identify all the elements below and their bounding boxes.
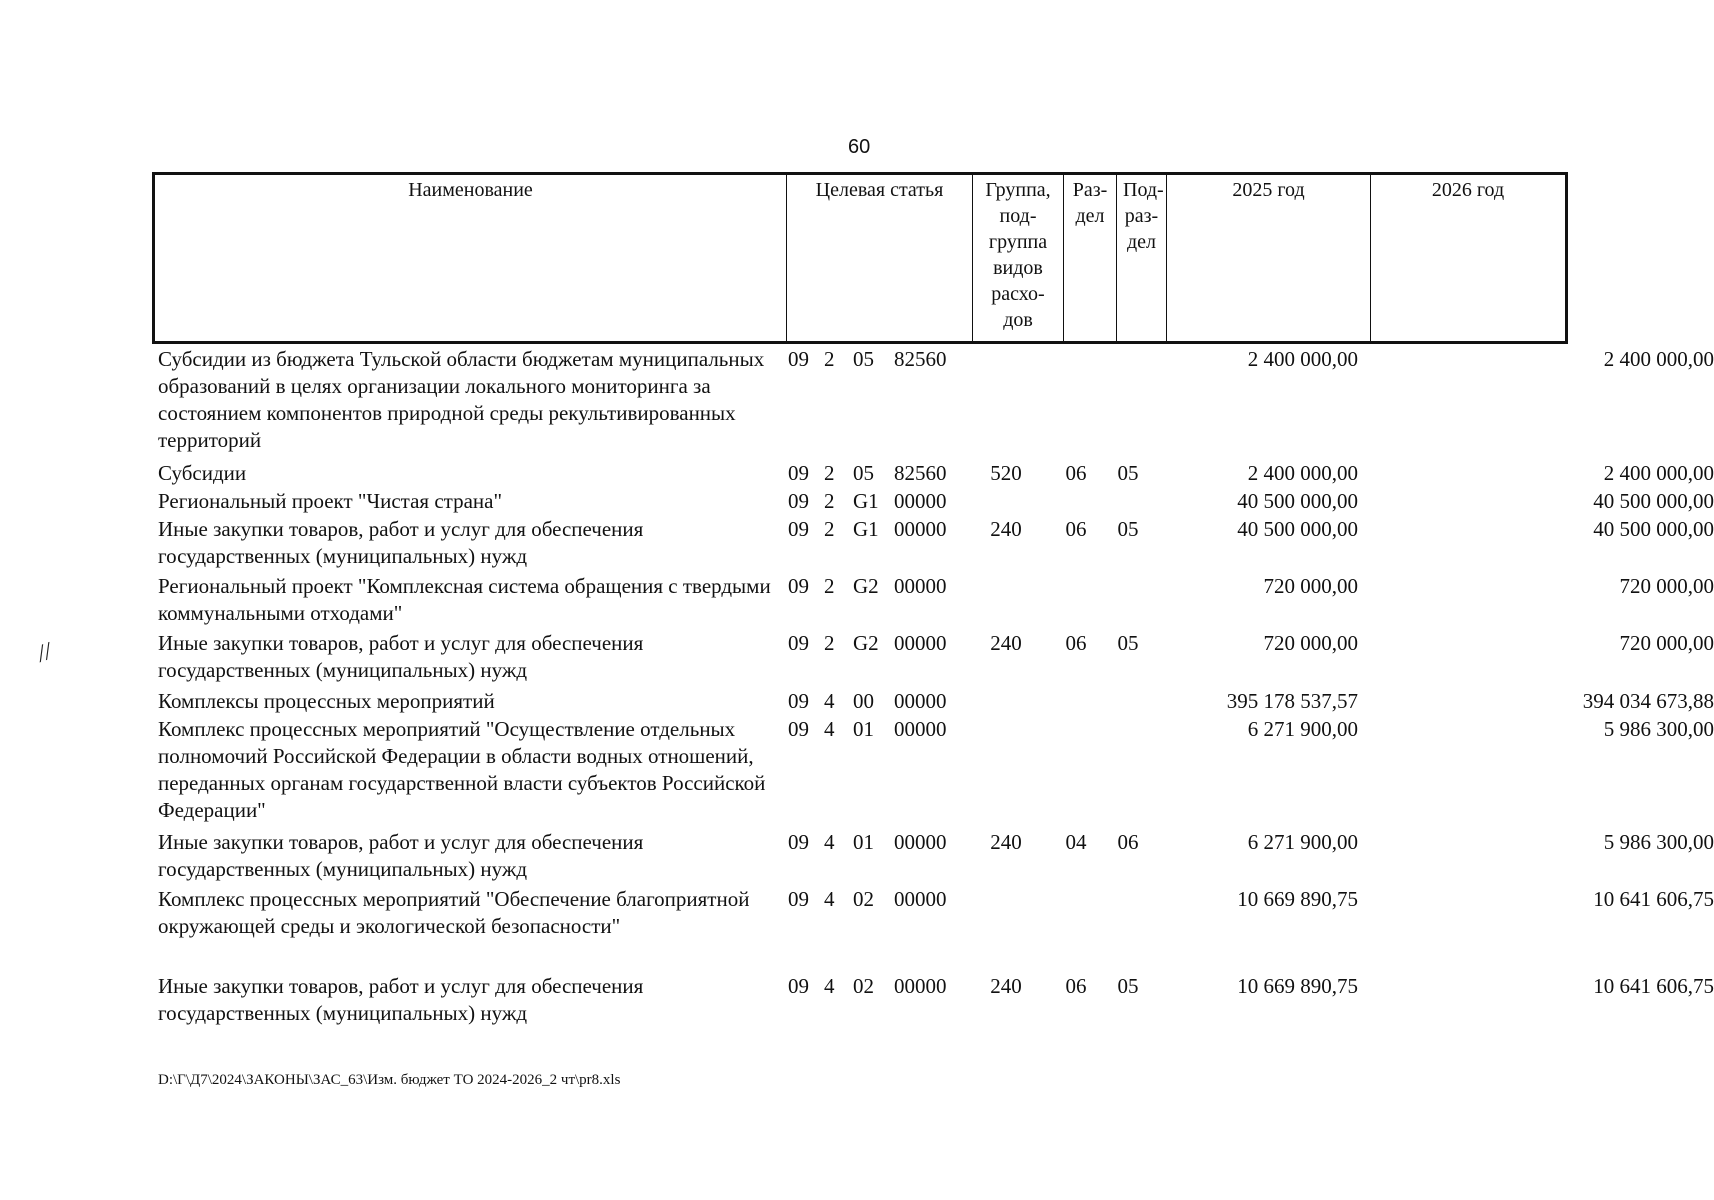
amount-2026: 10 641 606,75 [1593, 887, 1714, 911]
target-article-subprogram: 2 [824, 631, 835, 655]
section: 06 [1065, 461, 1087, 485]
section: 04 [1065, 830, 1087, 854]
target-article-event: 05 [853, 347, 874, 371]
amount-2025: 2 400 000,00 [1247, 461, 1358, 485]
target-article-program: 09 [788, 574, 809, 598]
amount-2026: 720 000,00 [1619, 574, 1714, 598]
row-name: Региональный проект "Комплексная система обращения с твердыми коммунальными отходами" [158, 574, 771, 625]
target-article-direction: 00000 [894, 830, 947, 854]
subsection: 05 [1117, 631, 1139, 655]
target-article-event: 05 [853, 461, 874, 485]
subsection: 05 [1117, 517, 1139, 541]
header-year-2025: 2025 год [1167, 175, 1371, 341]
target-article-subprogram: 2 [824, 347, 835, 371]
target-article-program: 09 [788, 489, 809, 513]
header-subsection: Под- раз- дел [1117, 175, 1167, 341]
amount-2025: 720 000,00 [1263, 574, 1358, 598]
amount-2026: 40 500 000,00 [1593, 489, 1714, 513]
expense-group: 520 [990, 461, 1022, 485]
target-article-direction: 00000 [894, 574, 947, 598]
table-header [152, 172, 1568, 344]
target-article-direction: 00000 [894, 974, 947, 998]
subsection: 05 [1117, 974, 1139, 998]
target-article-event: G1 [853, 517, 879, 541]
header-target-article: Целевая статья [787, 175, 973, 341]
target-article-direction: 00000 [894, 887, 947, 911]
target-article-event: G2 [853, 574, 879, 598]
file-path-footer: D:\Г\Д7\2024\ЗАКОНЫ\ЗАС_63\Изм. бюджет ТО 2024-2026_2 чт\pr8.xls [158, 1072, 621, 1088]
amount-2026: 40 500 000,00 [1593, 517, 1714, 541]
target-article-subprogram: 2 [824, 489, 835, 513]
row-name: Комплекс процессных мероприятий "Обеспечение благоприятной окружающей среды и экологической безопасности" [158, 887, 750, 938]
row-name: Комплекс процессных мероприятий "Осуществление отдельных полномочий Российской Федерации в области водных отношений, переданных органам государственной власти субъектов Российской Федерации" [158, 717, 766, 822]
expense-group: 240 [990, 631, 1022, 655]
target-article-direction: 00000 [894, 517, 947, 541]
header-section: Раз- дел [1064, 175, 1117, 341]
amount-2026: 2 400 000,00 [1603, 461, 1714, 485]
row-name: Иные закупки товаров, работ и услуг для обеспечения государственных (муниципальных) нужд [158, 517, 644, 568]
handwritten-margin-mark: // [33, 638, 56, 668]
row-name: Региональный проект "Чистая страна" [158, 489, 503, 513]
amount-2025: 40 500 000,00 [1237, 489, 1358, 513]
header-group: Группа, под- группа видов расхо- дов [973, 175, 1064, 341]
target-article-direction: 00000 [894, 717, 947, 741]
header-year-2026: 2026 год [1431, 179, 1505, 201]
amount-2026: 5 986 300,00 [1603, 830, 1714, 854]
target-article-event: 02 [853, 974, 874, 998]
row-name: Комплексы процессных мероприятий [158, 689, 495, 713]
target-article-direction: 82560 [894, 461, 947, 485]
target-article-program: 09 [788, 461, 809, 485]
page-number: 60 [848, 136, 871, 158]
section: 06 [1065, 631, 1087, 655]
target-article-event: 01 [853, 830, 874, 854]
target-article-direction: 82560 [894, 347, 947, 371]
amount-2025: 10 669 890,75 [1237, 974, 1358, 998]
amount-2025: 40 500 000,00 [1237, 517, 1358, 541]
target-article-subprogram: 2 [824, 461, 835, 485]
header-name: Наименование [155, 175, 787, 341]
target-article-subprogram: 4 [824, 830, 835, 854]
target-article-program: 09 [788, 717, 809, 741]
target-article-program: 09 [788, 830, 809, 854]
amount-2025: 6 271 900,00 [1247, 830, 1358, 854]
section: 06 [1065, 974, 1087, 998]
section: 06 [1065, 517, 1087, 541]
target-article-direction: 00000 [894, 489, 947, 513]
target-article-subprogram: 4 [824, 887, 835, 911]
target-article-program: 09 [788, 631, 809, 655]
amount-2026: 720 000,00 [1619, 631, 1714, 655]
amount-2025: 2 400 000,00 [1247, 347, 1358, 371]
row-name: Иные закупки товаров, работ и услуг для обеспечения государственных (муниципальных) нужд [158, 631, 644, 682]
subsection: 06 [1117, 830, 1139, 854]
amount-2026: 2 400 000,00 [1603, 347, 1714, 371]
row-name: Иные закупки товаров, работ и услуг для обеспечения государственных (муниципальных) нужд [158, 830, 644, 881]
target-article-subprogram: 2 [824, 574, 835, 598]
target-article-program: 09 [788, 974, 809, 998]
amount-2026: 5 986 300,00 [1603, 717, 1714, 741]
target-article-program: 09 [788, 517, 809, 541]
amount-2025: 720 000,00 [1263, 631, 1358, 655]
target-article-event: 01 [853, 717, 874, 741]
expense-group: 240 [990, 830, 1022, 854]
target-article-direction: 00000 [894, 689, 947, 713]
target-article-event: 02 [853, 887, 874, 911]
expense-group: 240 [990, 517, 1022, 541]
amount-2025: 10 669 890,75 [1237, 887, 1358, 911]
target-article-event: G1 [853, 489, 879, 513]
row-name: Субсидии из бюджета Тульской области бюджетам муниципальных образований в целях организации локального мониторинга за состоянием компонентов природной среды рекультивированных территорий [158, 347, 765, 452]
target-article-event: G2 [853, 631, 879, 655]
expense-group: 240 [990, 974, 1022, 998]
target-article-direction: 00000 [894, 631, 947, 655]
amount-2025: 6 271 900,00 [1247, 717, 1358, 741]
row-name: Иные закупки товаров, работ и услуг для обеспечения государственных (муниципальных) нужд [158, 974, 644, 1025]
target-article-subprogram: 4 [824, 717, 835, 741]
row-name: Субсидии [158, 461, 247, 485]
target-article-event: 00 [853, 689, 874, 713]
target-article-program: 09 [788, 689, 809, 713]
target-article-program: 09 [788, 347, 809, 371]
amount-2026: 394 034 673,88 [1582, 689, 1714, 713]
target-article-subprogram: 4 [824, 689, 835, 713]
target-article-program: 09 [788, 887, 809, 911]
amount-2026: 10 641 606,75 [1593, 974, 1714, 998]
subsection: 05 [1117, 461, 1139, 485]
amount-2025: 395 178 537,57 [1226, 689, 1358, 713]
target-article-subprogram: 2 [824, 517, 835, 541]
target-article-subprogram: 4 [824, 974, 835, 998]
